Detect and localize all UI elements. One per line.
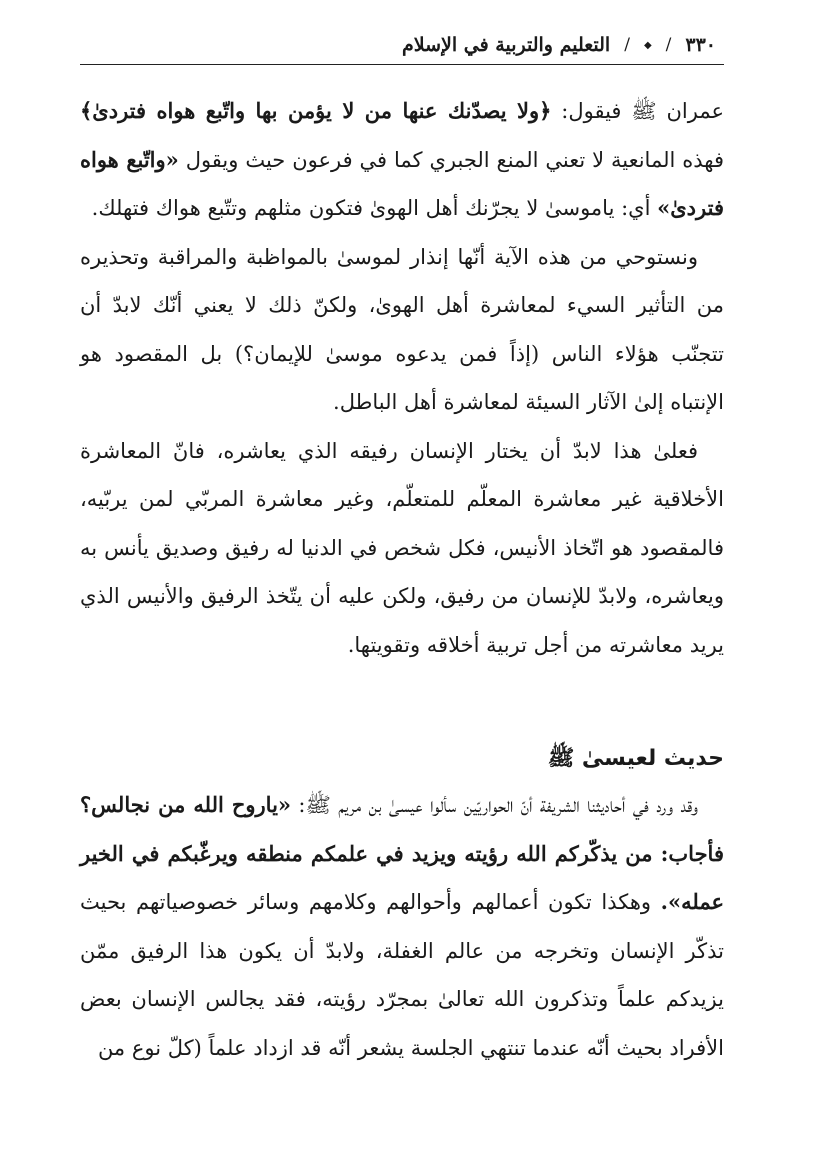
header-separator: / (665, 35, 672, 55)
paragraph-text: عمران ﷺ فيقول: (551, 99, 725, 123)
page-header (80, 26, 724, 65)
section-spacer (80, 669, 724, 737)
book-title: التعليم والتربية في الإسلام (402, 34, 611, 56)
page-body (80, 87, 724, 1072)
page-number: ٣٣٠ (685, 34, 716, 56)
paragraph-3: فعلىٰ هذا لابدّ أن يختار الإنسان رفيقه الذي يعاشره، فانّ المعاشرة الأخلاقية غير معاشرة المعلّم للمتعلّم، وغير معاشرة المربّي لمن يربّيه، فالمقصود هو اتّخاذ الأنيس، فكل شخص في الدنيا له رفيق وصديق يأنس به ويعاشره، ولابدّ للإنسان من رفيق، ولكن عليه أن يتّخذ الرفيق والأنيس الذي يريد معاشرته من أجل تربية أخلاقه وتقويتها. (80, 438, 724, 657)
paragraph-4 (80, 781, 724, 1072)
paragraph-2: ونستوحي من هذه الآية أنّها إنذار لموسىٰ بالمواظبة والمراقبة وتحذيره من التأثير السيء لمعاشرة أهل الهوىٰ، ولكنّ ذلك لا يعني أنّك لابدّ أن تتجنّب هؤلاء الناس (إذاً فمن يدعوه موسىٰ للإيمان؟) بل المقصود هو الإنتباه إلىٰ الآثار السيئة لمعاشرة أهل الباطل. (80, 244, 724, 414)
paragraph-1 (80, 87, 724, 233)
book-page (80, 26, 724, 1072)
header-separator: / (624, 35, 630, 55)
ornament-icon: ◆ (643, 39, 652, 51)
quran-verse: ﴿ولا يصدّنك عنها من لا يؤمن بها واتّبع هواه فتردىٰ﴾ (80, 98, 552, 123)
paragraph-text: أي: ياموسىٰ لا يجرّنك أهل الهوىٰ فتكون مثلهم وتتّبع هواك فتهلك. (91, 196, 658, 220)
paragraph-text: فهذه المانعية لا تعني المنع الجبري كما في فرعون حيث ويقول (178, 147, 724, 172)
paragraph-text: وهكذا تكون أعمالهم وأحوالهم وكلامهم وسائر خصوصياتهم بحيث تذكّر الإنسان وتخرجه من عالم الغفلة، ولابدّ أن يكون هذا الرفيق ممّن يزيدكم علماً وتذكرون الله تعالىٰ بمجرّد رؤيته، فقد يجالس الإنسان بعض الأفراد بحيث أنّه عندما تنتهي الجلسة يشعر أنّه قد ازداد علماً (كلّ نوع من (80, 890, 724, 1060)
hadith-quote: «ياروح الله من نجالس؟ فأجاب: من يذكّركم الله رؤيته ويزيد في علمكم منطقه ويرغّبكم في الخير عمله». (80, 792, 724, 914)
quoted-verse: «واتّبع هواه فتردىٰ» (80, 146, 724, 220)
section-heading: حديث لعيسىٰ ﷺ (547, 746, 724, 771)
paragraph-text: وقد ورد في أحاديثنا الشريفة أنّ الحواريّين سألوا عيسىٰ بن مريم ﷺ: (291, 793, 698, 817)
